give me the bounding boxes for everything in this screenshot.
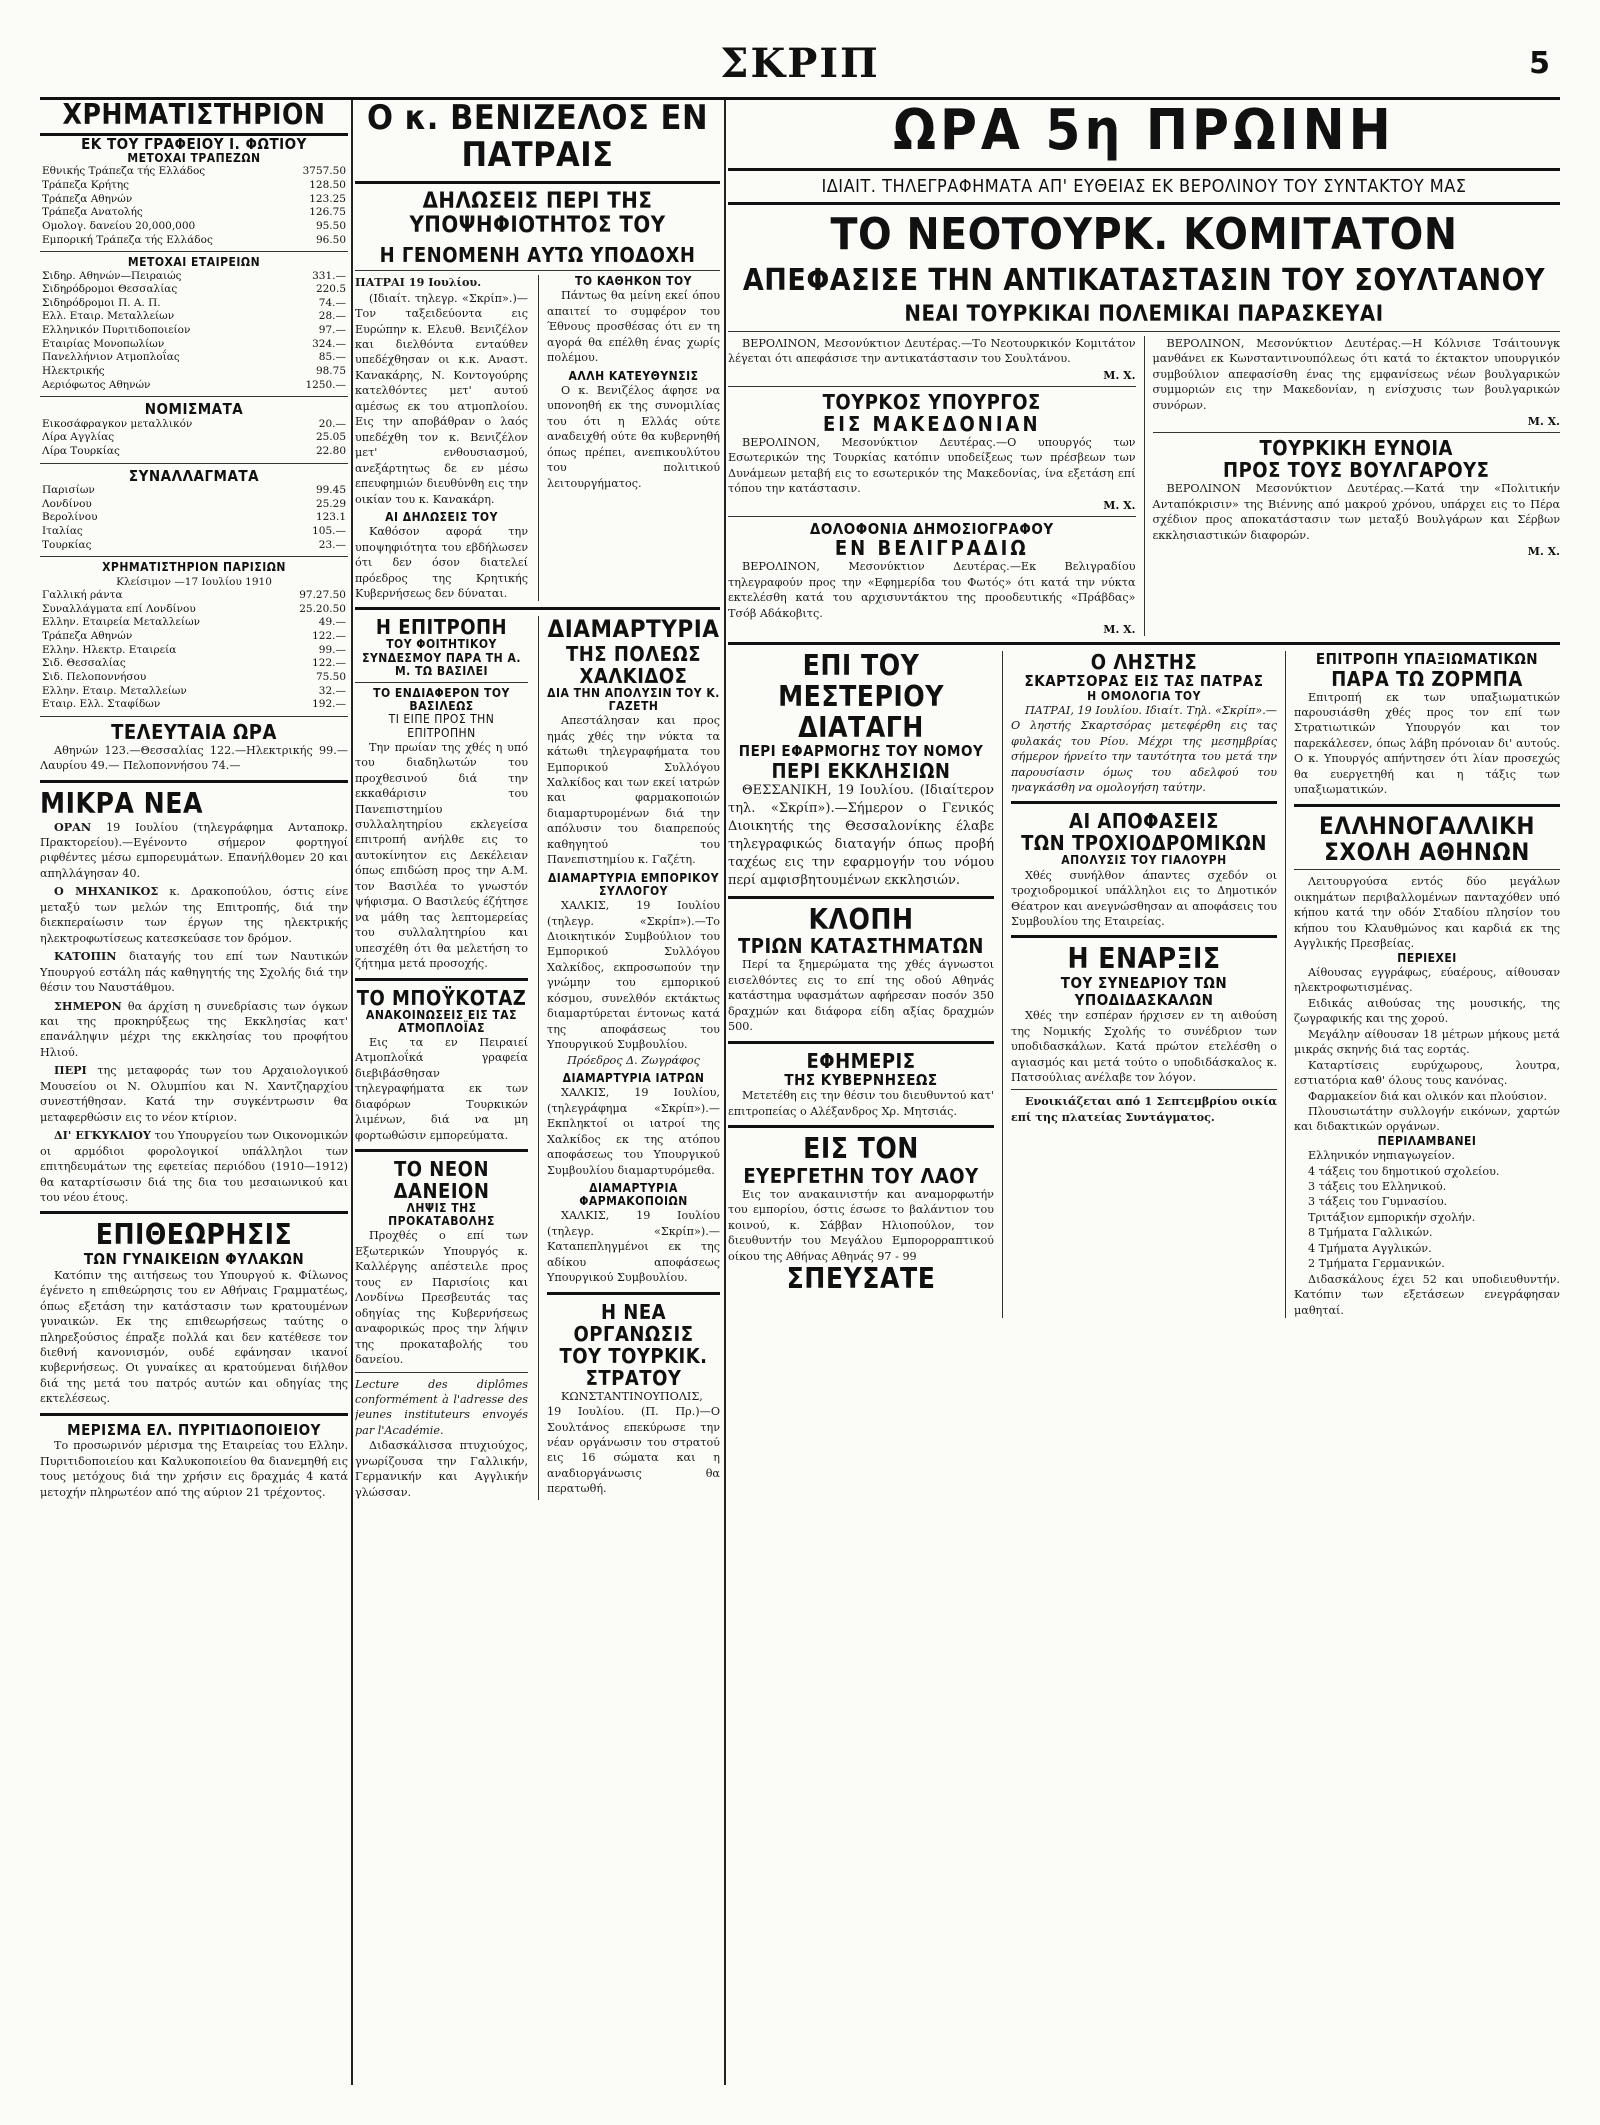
exchange-subtitle: ΕΚ ΤΟΥ ΓΡΑΦΕΙΟΥ Ι. ΦΩΤΙΟΥ <box>81 134 307 153</box>
paris-row <box>40 698 348 712</box>
bank-row <box>40 193 348 207</box>
listis-subhead: Η ΟΜΟΛΟΓΙΑ ΤΟΥ <box>1087 688 1201 703</box>
bank-value: 96.50 <box>315 233 346 246</box>
rates-table <box>40 484 348 552</box>
rate-value: 99.45 <box>315 484 346 497</box>
ypourgos-signature: Μ. Χ. <box>1103 498 1136 512</box>
column-rule <box>351 100 353 2085</box>
bank-label: Τράπεζα Ανατολής <box>42 206 143 219</box>
paris-row <box>40 671 348 685</box>
company-value: 97.— <box>318 324 346 337</box>
bank-label: Τράπεζα Αθηνών <box>42 192 133 205</box>
ypourgos-title: ΤΟΥΡΚΟΣ ΥΠΟΥΡΓΟΣ <box>822 389 1041 414</box>
currency-row <box>40 418 348 432</box>
mesterio-text: ΘΕΣΣΑΝΙΚΗ, 19 Ιουλίου. (Ιδιαίτερον τηλ. «Σκρίπ»).—Σήμερον ο Γενικός Διοικητής της Θεσσαλονίκης έλαβε τηλεγραφικώς διαταγήν όπως προβή ταχέως εις την εφαρμογήν του νόμου περί αμφισβητουμένων εκκλησιών. <box>728 782 994 888</box>
efimeris-subtitle: ΤΗΣ ΚΥΒΕΡΝΗΣΕΩΣ <box>784 1070 938 1089</box>
paris-label: Εταιρ. Ελλ. Σταφίδων <box>42 698 161 711</box>
scholi-includes-item: Ελληνικόν νηπιαγωγείον. <box>1308 1149 1455 1163</box>
companies-head: ΜΕΤΟΧΑΙ ΕΤΑΙΡΕΙΩΝ <box>127 255 261 270</box>
evergetis-text: Εις τον ανακαινιστήν και αναμορφωτήν του εμπορίου, όστις έσωσε το βαλάντιον του κοινού, κ. Σάββαν Ηλιοπούλον, τον διευθυντήν του Μεγάλου Εμπορορραπτικού οίκου της Αθήνας Αθηνάς 97 - 99 <box>728 1187 994 1263</box>
scholi-subtitle: ΣΧΟΛΗ ΑΘΗΝΩΝ <box>1324 838 1530 867</box>
efimeris-text: Μετετέθη εις την θέσιν του διευθυντού κατ' επιτροπείας ο Αλέξανδρος Χρ. Μητσιάς. <box>728 1089 994 1118</box>
bank-row <box>40 165 348 179</box>
listis-subtitle: ΣΚΑΡΤΣΟΡΑΣ ΕΙΣ ΤΑΣ ΠΑΤΡΑΣ <box>1024 672 1264 690</box>
news-item-text: 19 Ιουλίου (τηλεγράφημα Ανταποκρ. Πρακτορείου).—Εγένοντο σήμερον φορτηγοί ριφθέντες μέσω εμπορευμάτων. Επανήλθομεν 20 και απηλλάγησαν 40. <box>40 820 348 880</box>
merisma-text: Το προσωρινόν μέρισμα της Εταιρείας του Ελλην. Πυριτιδοποιείου και Καλυκοποιείου θα διανεμηθή εις τους μετόχους διά την χρήσιν εις δραχμάς 4 κατά μετοχήν πληρωτέον από της αύριον 21 τρέχοντος. <box>40 1439 348 1499</box>
dolofonia-signature: Μ. Χ. <box>1103 623 1136 636</box>
statements-title: ΑΙ ΔΗΛΩΣΕΙΣ ΤΟΥ <box>385 509 498 524</box>
paris-label: Ελλην. Εταιρεία Μεταλλείων <box>42 616 201 629</box>
epitheorisis-title: ΕΠΙΘΕΩΡΗΣΙΣ <box>95 1218 293 1252</box>
news-item <box>40 999 348 1061</box>
paris-label: Σιδ. Θεσσαλίας <box>42 657 126 670</box>
direction-title: ΑΛΛΗ ΚΑΤΕΥΘΥΝΣΙΣ <box>568 368 699 383</box>
apofaseis-subtitle: ΤΩΝ ΤΡΟΧΙΟΔΡΟΜΙΚΩΝ <box>1021 831 1267 856</box>
daneion-title: ΤΟ ΝΕΟΝ ΔΑΝΕΙΟΝ <box>393 1157 490 1204</box>
venizelos-subhead: ΔΗΛΩΣΕΙΣ ΠΕΡΙ ΤΗΣ ΥΠΟΨΗΦΙΟΤΗΤΟΣ ΤΟΥ <box>409 188 666 238</box>
news-item-text: της μεταφοράς των του Αρχαιολογικού Μουσείου οι Ν. Ολυμπίου και Ν. Χαντζηαρχίου συνεστήθησαν. Κατά την συγκέντρωσιν θα μεταφερθώσιν εις το νέον κτίριον. <box>40 1064 348 1124</box>
mesterio-subhead: ΠΕΡΙ ΕΦΑΡΜΟΓΗΣ ΤΟΥ ΝΟΜΟΥ <box>738 742 984 761</box>
rate-value: 23.— <box>318 538 346 551</box>
enarksis-text: Χθές την εσπέραν ήρχισεν εν τη αιθούση της Νομικής Σχολής το συνέδριον των υποδιδασκάλων. Κατά πρώτον ετελέσθη ο αγιασμός και μετά τούτο ο υποδιδάσκαλος κ. Πατσούλιας ανέλαβε τον λόγον. <box>1011 1009 1277 1085</box>
diamartyria-subtitle: ΤΗΣ ΠΟΛΕΩΣ ΧΑΛΚΙΔΟΣ <box>565 641 702 688</box>
news-item-text: κ. Δρακοπούλου, όστις είνε μεταξύ των μελών της Επιτροπής, διά την διεκπεραίωσιν των έργων της ηλεκτρικής ηλεκτροφωτίσεως κατεσκεύασε τον δρόμον. <box>40 885 348 945</box>
ypourgos-subtitle: ΕΙΣ ΜΑΚΕΔΟΝΙΑΝ <box>822 411 1041 436</box>
protest-merchants-title: ΔΙΑΜΑΡΤΥΡΙΑ ΕΜΠΟΡΙΚΟΥ ΣΥΛΛΟΓΟΥ <box>547 870 720 898</box>
rate-value: 25.29 <box>315 497 346 510</box>
scholi-includes-item: 4 τάξεις του δημοτικού σχολείου. <box>1308 1164 1500 1178</box>
masthead <box>40 40 1560 100</box>
protest-pharmacists-text: ΧΑΛΚΙΣ, 19 Ιουλίου (τηλεγρ. «Σκρίπ»).—Καταπεπληγμένοι εκ της αδίκου αποφάσεως Υπουργικού Συμβουλίου. <box>547 1209 720 1285</box>
scholi-contains-head: ΠΕΡΙΕΧΕΙ <box>1397 950 1457 965</box>
paris-row <box>40 657 348 671</box>
scholi-includes-item: 4 Τμήματα Αγγλικών. <box>1308 1241 1432 1255</box>
paris-head: ΧΡΗΜΑΤΙΣΤΗΡΙΟΝ ΠΑΡΙΣΙΩΝ <box>102 560 286 575</box>
klopi-text: Περί τα ξημερώματα της χθές άγνωστοι εισελθόντες εις το επί της οδού Αθηνάς κατάστημα υφασμάτων αφήρεσαν ποσόν 350 δραχμών και διάφορα είδη αξίας δραχμών 500. <box>728 958 994 1034</box>
currency-label: Εικοσάφραγκον μεταλλικόν <box>42 417 193 430</box>
paris-label: Σιδ. Πελοποννήσου <box>42 670 147 683</box>
paris-label: Ελλην. Εταιρ. Μεταλλείων <box>42 684 187 697</box>
apofaseis-subhead: ΑΠΟΛΥΣΙΣ ΤΟΥ ΓΙΑΛΟΥΡΗ <box>1061 853 1227 868</box>
scholi-contains-item: Πλουσιωτάτην συλλογήν εικόνων, χαρτών και διδακτικών οργάνων. <box>1294 1104 1560 1134</box>
ora-headline: ΩΡΑ 5η ΠΡΩΙΝΗ <box>893 100 1395 163</box>
news-item <box>40 820 348 882</box>
column-latest <box>728 100 1560 2085</box>
french-note: Lecture des diplômes conformément à l'adresse des jeunes instituteurs envoyés par l'Académie. <box>355 1377 528 1437</box>
efimeris-title: ΕΦΗΜΕΡΙΣ <box>806 1048 916 1073</box>
news-item <box>40 949 348 995</box>
komitaton-subhead: ΑΠΕΦΑΣΙΣΕ ΤΗΝ ΑΝΤΙΚΑΤΑΣΤΑΣΙΝ ΤΟΥ ΣΟΥΛΤΑΝΟΥ <box>742 262 1546 298</box>
company-row <box>40 283 348 297</box>
currency-head: ΝΟΜΙΣΜΑΤΑ <box>144 400 244 419</box>
company-value: 331.— <box>312 269 346 282</box>
protest-doctors-text: ΧΑΛΚΙΣ, 19 Ιουλίου, (τηλεγράφημα «Σκρίπ»).—Εκπληκτοί οι ιατροί της Χαλκίδος εκ της ατόπου αποφάσεως του Υπουργικού Συμβουλίου διαμαρτυρόμεθα. <box>547 1086 720 1177</box>
ypaxiomatikon-text: Επιτροπή εκ των υπαξιωματικών παρουσιάσθη χθές προς τον επί των Στρατιωτικών Υπουργόν και τον παρεκάλεσεν, όπως λάβη πρόνοιαν δι' αυτούς. Ο κ. Υπουργός απήντησεν ότι λίαν προσεχώς θα ευεργετηθή και η τάξις των υπαξιωματικών. <box>1294 690 1560 797</box>
scholi-includes-list <box>1294 1148 1560 1272</box>
evergetis-subtitle: ΕΥΕΡΓΕΤΗΝ ΤΟΥ ΛΑΟΥ <box>743 1163 979 1188</box>
company-value: 220.5 <box>315 283 346 296</box>
company-label: Σιδηρόδρομοι Θεσσαλίας <box>42 283 178 296</box>
epitropi-title: Η ΕΠΙΤΡΟΠΗ <box>375 615 508 640</box>
paris-value: 122.— <box>312 630 346 642</box>
scholi-includes-item: 3 τάξεις του Γυμνασίου. <box>1308 1195 1448 1209</box>
paris-value: 25.20.50 <box>299 602 346 615</box>
mpoykotaz-title: ΤΟ ΜΠΟΫΚΟΤΑΖ <box>356 985 527 1010</box>
scholi-contains-list <box>1294 965 1560 1135</box>
komitaton-dispatch: ΒΕΡΟΛΙΝΟΝ, Μεσονύκτιον Δευτέρας.—Το Νεοτουρκικόν Κομιτάτον λέγεται ότι απεφάσισε την αντικατάστασιν του Σουλτάνου. <box>728 336 1136 366</box>
paris-label: Τράπεζα Αθηνών <box>42 630 133 642</box>
bank-row <box>40 234 348 248</box>
page-number: 5 <box>1529 46 1550 81</box>
bank-value: 128.50 <box>309 179 346 192</box>
news-item-text: θα άρχίση η συνεδρίασις των όγκων και της προκηρύξεως της Εκκλησίας κατ' επανάληψιν μέχρι της εκκλησίας του προφήτου Ηλιού. <box>40 999 348 1059</box>
ypaxiomatikon-title: ΕΠΙΤΡΟΠΗ ΥΠΑΞΙΩΜΑΤΙΚΩΝ <box>1315 650 1539 668</box>
listis-title: Ο ΛΗΣΤΗΣ <box>1090 650 1198 674</box>
epitheorisis-subtitle: ΤΩΝ ΓΥΝΑΙΚΕΙΩΝ ΦΥΛΑΚΩΝ <box>83 1250 305 1269</box>
company-row <box>40 338 348 352</box>
rate-row <box>40 511 348 525</box>
bank-label: Τράπεζα Κρήτης <box>42 179 130 192</box>
rate-value: 123.1 <box>315 511 346 524</box>
company-value: 324.— <box>312 337 346 350</box>
currency-row <box>40 431 348 445</box>
duty-title: ΤΟ ΚΑΘΗΚΟΝ ΤΟΥ <box>575 274 692 289</box>
paris-label: Ελλην. Ηλεκτρ. Εταιρεία <box>42 643 177 656</box>
currency-label: Λίρα Τουρκίας <box>42 445 120 458</box>
paris-table <box>40 589 348 712</box>
paris-row <box>40 630 348 644</box>
venizelos-dateline: ΠΑΤΡΑΙ 19 Ιουλίου. <box>355 275 482 290</box>
company-row <box>40 365 348 379</box>
scholi-footer: Διδασκάλους έχει 52 και υποδιευθυντήν. Κατόπιν των εξετάσεων ενεγράφησαν μαθηταί. <box>1294 1272 1560 1317</box>
paris-row <box>40 644 348 658</box>
bank-row <box>40 220 348 234</box>
direction-text: Ο κ. Βενιζέλος άφησε να υπονοηθή εκ της συνομιλίας του ότι η Ελλάς ούτε αναδειχθή ούτε θα κυβερνηθή όπως πρέπει, ανεπικουλύτου του πολιτικού λειτουργήματος. <box>547 383 720 490</box>
ypourgos-text: ΒΕΡΟΛΙΝΟΝ, Μεσονύκτιον Δευτέρας.—Ο υπουργός των Εσωτερικών της Τουρκίας κατόπιν υποδείξεως των πρέσβεων των Δυνάμεων μεταβή εις το εσωτερικόν της Μακεδονίας, ίνα εξετάση επί τόπου την κατάστασιν. <box>728 435 1136 496</box>
diamartyria-subhead: ΔΙΑ ΤΗΝ ΑΠΟΛΥΣΙΝ ΤΟΥ Κ. ΓΑΖΕΤΗ <box>547 685 720 713</box>
enarksis-subtitle: ΤΟΥ ΣΥΝΕΔΡΙΟΥ ΤΩΝ ΥΠΟΔΙΔΑΣΚΑΛΩΝ <box>1060 974 1228 1009</box>
paris-date: Κλείσιμον —17 Ιουλίου 1910 <box>116 575 272 588</box>
eynoia-subtitle: ΠΡΟΣ ΤΟΥΣ ΒΟΥΛΓΑΡΟΥΣ <box>1223 458 1490 483</box>
mesterio-subtitle: ΔΙΑΤΑΓΗ <box>798 710 924 744</box>
bank-label: Ομολογ. δανείου 20,000,000 <box>42 220 196 233</box>
news-item-text: του Υπουργείου των Οικονομικών οι αρμόδιοι φορολογικοί υπάλληλοι των επιτηδευμάτων της εφετείας περιόδου (1910—1912) θα καταρτίσωσιν διά της δια του μεσαιωνικού και του νέου έτους. <box>40 1129 348 1204</box>
company-value: 1250.— <box>305 378 346 391</box>
scholi-contains-item: Μεγάλην αίθουσαν 18 μέτρων μήκους μετά μικράς σκηνής διά τας εορτάς. <box>1294 1027 1560 1057</box>
paris-label: Γαλλική ράντα <box>42 589 123 602</box>
border-dispatch: ΒΕΡΟΛΙΝΟΝ, Μεσονύκτιον Δευτέρας.—Η Κόλνισε Τσάιτουνγκ μανθάνει εκ Κωνσταντινουπόλεως ότι κατά το έκτακτον υπουργικόν συμβούλιον απεφασίσθη ένας της εμφανίσεως νέων βουλγαρικών συμμοριών εις την Μακεδονίαν, η ενίσχυσις των βουλγαρικών συνόρων. <box>1152 336 1560 412</box>
company-row <box>40 324 348 338</box>
venizelos-subhead2: Η ΓΕΝΟΜΕΝΗ ΑΥΤΩ ΥΠΟΔΟΧΗ <box>379 243 696 268</box>
news-item-lead: ΠΕΡΙ <box>54 1063 87 1078</box>
rate-label: Τουρκίας <box>42 538 92 551</box>
scholi-contains-item: Ειδικάς αιθούσας της μουσικής, της ζωγραφικής και της χορού. <box>1294 996 1560 1026</box>
exchange-title: ΧΡΗΜΑΤΙΣΤΗΡΙΟΝ <box>40 100 348 136</box>
paris-row <box>40 603 348 617</box>
currency-table <box>40 418 348 459</box>
epitropi-subtitle: ΤΟΥ ΦΟΙΤΗΤΙΚΟΥ ΣΥΝΔΕΣΜΟΥ ΠΑΡΑ ΤΗ Α. Μ. ΤΩ ΒΑΣΙΛΕΙ <box>362 637 521 678</box>
newspaper-name: ΣΚΡΙΠ <box>720 40 880 87</box>
last-hour-text: Αθηνών 123.—Θεσσαλίας 122.—Ηλεκτρικής 99.— Λαυρίου 49.— Πελοποννήσου 74.— <box>40 743 348 773</box>
banks-head: ΜΕΤΟΧΑΙ ΤΡΑΠΕΖΩΝ <box>127 151 261 166</box>
scholi-text: Λειτουργούσα εντός δύο μεγάλων οικημάτων περιβαλλομένων πανταχόθεν υπό κήπου κατά την οδόν Σταδίου πλησίον του κήπου του Κλαυθμώνος και καρδιά εκ της Αγγλικής Πρεσβείας. <box>1294 875 1560 951</box>
scholi-contains-item: Φαρμακείον διά και ολικόν και πλούσιον. <box>1308 1089 1548 1103</box>
border-signature: Μ. Χ. <box>1527 415 1560 429</box>
rate-row <box>40 484 348 498</box>
mpoykotaz-text: Εις τα εν Πειραιεί Ατμοπλοΐκά γραφεία διεβιβάσθησαν τηλεγραφήματα εκ των διαφόρων Τουρκικών λιμένων, διά να μη φορτωθώσιν εμπορεύματα. <box>355 1035 528 1142</box>
epitheorisis-text: Κατόπιν της αιτήσεως του Υπουργού κ. Φίλωνος έγένετο η επιθεώρησις του εν Αθήναις Γραμματέως, όπως εξετάση την κατάστασιν των κρατουμένων γυναικών. Εκ της επιθεωρήσεως ταύτης ο πληρεξούσιος έπραξε πολλά και δεν κατέθεσε τον διεθνή κανονισμόν, ουδέ εφάνησαν ικανοί κυβερνήσεως. Οι γυναίκες αι κρατούμεναι διήλθον διά της μετά του πατρός αυτών και οδηγίας της εκτελέσεως. <box>40 1268 348 1406</box>
rate-row <box>40 539 348 553</box>
currency-value: 20.— <box>318 417 346 430</box>
scholi-contains-item: Καταρτίσεις ευρύχωρους, λουτρα, εστιατόρια καθ' όλους τους κανόνας. <box>1294 1058 1560 1088</box>
daneion-subtitle: ΛΗΨΙΣ ΤΗΣ ΠΡΟΚΑΤΑΒΟΛΗΣ <box>388 1201 495 1229</box>
scholi-includes-item: 8 Τμήματα Γαλλικών. <box>1308 1226 1433 1240</box>
bank-label: Εθνικής Τράπεζα τής Ελλάδος <box>42 165 206 178</box>
protest-merchants-sign: Πρόεδρος Δ. Ζωγράφος <box>567 1053 700 1067</box>
venizelos-headline: Ο κ. ΒΕΝΙΖΕΛΟΣ ΕΝ ΠΑΤΡΑΙΣ <box>366 100 709 176</box>
rate-label: Βερολίνου <box>42 511 98 524</box>
scholi-includes-item: 2 Τμήματα Γερμανικών. <box>1308 1257 1445 1271</box>
company-label: Ελληνικόν Πυριτιδοποιείον <box>42 324 191 337</box>
company-row <box>40 297 348 311</box>
rate-row <box>40 498 348 512</box>
news-item-lead: ΔΙ' ΕΓΚΥΚΛΙΟΥ <box>54 1128 151 1143</box>
paris-row <box>40 685 348 699</box>
company-row <box>40 351 348 365</box>
currency-value: 25.05 <box>315 431 346 444</box>
evergetis-title: ΕΙΣ ΤΟΝ <box>803 1131 919 1165</box>
bank-row <box>40 206 348 220</box>
news-item-lead: ΣΗΜΕΡΟΝ <box>54 998 122 1013</box>
ypaxiomatikon-subtitle: ΠΑΡΑ ΤΩ ΖΟΡΜΠΑ <box>1331 666 1523 691</box>
mikra-nea-list <box>40 820 348 1206</box>
diamartyria-title: ΔΙΑΜΑΡΤΥΡΙΑ <box>547 615 720 644</box>
ora-strap: ΙΔΙΑΙΤ. ΤΗΛΕΓΡΑΦΗΜΑΤΑ ΑΠ' ΕΥΘΕΙΑΣ ΕΚ ΒΕΡΟΛΙΝΟΥ ΤΟΥ ΣΥΝΤΑΚΤΟΥ ΜΑΣ <box>821 175 1467 197</box>
epitropi-subhead: ΤΟ ΕΝΔΙΑΦΕΡΟΝ ΤΟΥ ΒΑΣΙΛΕΩΣ <box>373 685 510 714</box>
news-item-lead: ΟΡΑΝ <box>54 819 92 834</box>
organosis-subtitle: ΤΟΥ ΤΟΥΡΚΙΚ. ΣΤΡΑΤΟΥ <box>559 1343 708 1390</box>
komitaton-signature: Μ. Χ. <box>1103 368 1136 382</box>
paris-label: Συναλλάγματα επί Λονδίνου <box>42 602 196 615</box>
paris-value: 49.— <box>318 616 346 629</box>
scholi-title: ΕΛΛΗΝΟΓΑΛΛΙΚΗ <box>1319 811 1535 840</box>
paris-value: 75.50 <box>315 670 346 683</box>
news-item <box>40 884 348 946</box>
company-value: 28.— <box>318 310 346 323</box>
apofaseis-title: ΑΙ ΑΠΟΦΑΣΕΙΣ <box>1069 809 1219 834</box>
company-label: Ελλ. Εταιρ. Μεταλλείων <box>42 310 175 323</box>
bank-value: 95.50 <box>315 220 346 233</box>
bank-row <box>40 179 348 193</box>
scholi-includes-item: Τριτάξιον εμπορικήν σχολήν. <box>1308 1210 1476 1224</box>
dolofonia-subtitle: ΕΝ ΒΕΛΙΓΡΑΔΙΩ <box>834 536 1029 561</box>
paris-value: 192.— <box>312 698 346 711</box>
currency-label: Λίρα Αγγλίας <box>42 431 115 444</box>
rate-label: Ιταλίας <box>42 525 83 538</box>
bank-value: 123.25 <box>309 192 346 205</box>
statements-text: Καθόσον αφορά την υποψηφιότητα του εβδήλωσεν ότι δεν όσον διατελεί πρόεδρος της Κρητικής Κυβερνήσεως δεν δύναται. <box>355 525 528 600</box>
dolofonia-text: ΒΕΡΟΛΙΝΟΝ, Μεσονύκτιον Δευτέρας.—Εκ Βελιγραδίου τηλεγραφούν προς την «Εφημερίδα του Φωτός» ότι κατά την νύκτα εκτελέσθη κατά του αρχισυντάκτου της προοδευτικής «Πράβδας» Τσόβ Αδάκοβιτς. <box>728 560 1136 620</box>
news-item-text: διαταγής του επί των Ναυτικών Υπουργού εστάλη πάς καθηγητής της Σχολής διά την θέσιν του Ναυστάθμου. <box>40 950 348 995</box>
klopi-title: ΚΛΟΠΗ <box>808 902 914 936</box>
companies-table <box>40 270 348 393</box>
apofaseis-text: Χθές συνήλθον άπαντες σχεδόν οι τροχιοδρομικοί υπάλληλοι εις το Δημοτικόν Θέατρον και ανεγνώσθησαν αι αποφάσεις του Συμβουλίου της Εταιρείας. <box>1011 868 1277 928</box>
epitropi-subhead2: ΤΙ ΕΙΠΕ ΠΡΟΣ ΤΗΝ ΕΠΙΤΡΟΠΗΝ <box>388 712 495 740</box>
company-label: Σιδηρόδρομοι Π. Α. Π. <box>42 296 161 309</box>
currency-value: 22.80 <box>315 445 346 458</box>
column-rule <box>724 100 726 2085</box>
paris-row <box>40 589 348 603</box>
bank-label: Εμπορική Τράπεζα τής Ελλάδος <box>42 233 213 246</box>
news-item <box>40 1063 348 1125</box>
company-value: 98.75 <box>315 365 346 377</box>
mesterio-subhead2: ΠΕΡΙ ΕΚΚΛΗΣΙΩΝ <box>771 758 951 783</box>
organosis-title: Η ΝΕΑ ΟΡΓΑΝΩΣΙΣ <box>573 1299 694 1346</box>
company-label: Εταιρίας Μονοπωλίων <box>42 337 165 350</box>
dolofonia-title: ΔΟΛΟΦΟΝΙΑ ΔΗΜΟΣΙΟΓΡΑΦΟΥ <box>809 519 1054 538</box>
company-label: Ηλεκτρικής <box>42 365 105 377</box>
news-item <box>40 1128 348 1205</box>
scholi-includes-head: ΠΕΡΙΛΑΜΒΑΝΕΙ <box>1377 1133 1477 1148</box>
rate-row <box>40 525 348 539</box>
rate-label: Λονδίνου <box>42 497 92 510</box>
column-venizelos <box>355 100 720 2085</box>
news-item-lead: ΚΑΤΟΠΙΝ <box>54 949 117 964</box>
news-item-lead: Ο ΜΗΧΑΝΙΚΟΣ <box>54 884 159 899</box>
epitropi-text: Την πρωίαν της χθές η υπό του διαδηλωτών του προχθεσινού διά την εκκαθάρισιν του Πανεπιστημίου συλλαλητηρίου εκλεγείσα επιτροπή ανήλθε εις το αυτοκίνητον εις Δεκέλειαν όπως επιδώση προς την Α.Μ. τον Βασιλέα το γνωστόν ψήφισμα. Ο Βασιλεύς έζήτησε να μάθη τας λεπτομερείας του συλλαλητηρίου και υπεσχέθη ότι θα μελετήση το ζήτημα μετά προσοχής. <box>355 740 528 971</box>
paris-value: 122.— <box>312 657 346 670</box>
paris-value: 32.— <box>318 684 346 697</box>
bank-value: 3757.50 <box>302 165 346 178</box>
company-row <box>40 379 348 393</box>
diamartyria-text: Απεστάλησαν και προς ημάς χθές την νύκτα τα κάτωθι τηλεγραφήματα του Εμπορικού Συλλόγου Χαλκίδος και των εκεί ιατρών και φαρμακοποιών διαμαρτυρομένων διά την απόλυσιν του διαπρεπούς καθηγητού του Πανεπιστημίου κ. Γαζέτη. <box>547 714 720 867</box>
company-value: 85.— <box>318 351 346 364</box>
daneion-text: Προχθές ο επί των Εξωτερικών Υπουργός κ. Καλλέργης απέστειλε προς τους εν Παρισίοις και Λονδίνω Πρεσβευτάς τας οδηγίας της Κυβερνήσεως αναφορικώς προς την λήψιν της προκαταβολής του δανείου. <box>355 1229 528 1367</box>
scholi-includes-item: 3 τάξεις του Ελληνικού. <box>1308 1179 1447 1193</box>
banks-table <box>40 165 348 247</box>
venizelos-text: (Ιδιαίτ. τηλεγρ. «Σκρίπ».)—Τον ταξειδεύοντα εις Ευρώπην κ. Ελευθ. Βενιζέλον και διελθόντα ενταύθεν υπεδέχθησαν οι κ.κ. Αναστ. Κανακάρης, Ν. Κοντογούρης κατελθόντες μετ' αυτού αμέσως εκ του ατμοπλοίου. Εις την αποβάθραν ο λαός υπεδέχθη τον κ. Βενιζέλον μετ' ενθουσιασμού, ανεξάρτητως δε εν μέσω επευφημιών διευθύνθη εις την οικίαν του κ. Κανακάρη. <box>355 291 528 506</box>
paris-value: 97.27.50 <box>299 589 346 602</box>
company-label: Σιδηρ. Αθηνών—Πειραιώς <box>42 269 182 282</box>
company-label: Αεριόφωτος Αθηνών <box>42 378 151 391</box>
protest-merchants-text: ΧΑΛΚΙΣ, 19 Ιουλίου (τηλεγρ. «Σκρίπ»).—Το Διοικητικόν Συμβούλιον του Εμπορικού Συλλόγου Χαλκίδος, εκπροσωπούν την γνώμην του εμπορικού κόσμου, συνελθόν εκτάκτως διαμαρτύρεται έντονως κατά της αποφάσεως του Υπουργικού Συμβουλίου. <box>547 899 720 1052</box>
company-value: 74.— <box>318 296 346 309</box>
listis-text: ΠΑΤΡΑΙ, 19 Ιουλίου. Ιδιαίτ. Τηλ. «Σκρίπ».—Ο ληστής Σκαρτσόρας μετεφέρθη εις τας φυλακάς του Ρίου. Μέχρι της μεσημβρίας σήμερον ήρνείτο την ταυτότητα του μετά την παρουσίασιν όμως του αδελφού του ηναγκάσθη να ομολογήση ταύτην. <box>1011 703 1277 794</box>
rates-head: ΣΥΝΑΛΛΑΓΜΑΤΑ <box>128 466 260 485</box>
company-row <box>40 310 348 324</box>
currency-row <box>40 445 348 459</box>
organosis-text: ΚΩΝΣΤΑΝΤΙΝΟΥΠΟΛΙΣ, 19 Ιουλίου. (Π. Πρ.)—Ο Σουλτάνος επεκύρωσε την νέαν οργάνωσιν του στρατού εις 16 σώματα και η αναδιοργάνωσις θα περατωθή. <box>547 1389 720 1496</box>
komitaton-subhead2: ΝΕΑΙ ΤΟΥΡΚΙΚΑΙ ΠΟΛΕΜΙΚΑΙ ΠΑΡΑΣΚΕΥΑΙ <box>904 301 1384 327</box>
scholi-contains-item: Αίθουσας εγγράφως, εύαέρους, αίθουσαν ηλεκτροφωτισμένας. <box>1294 965 1560 995</box>
protest-doctors-title: ΔΙΑΜΑΡΤΥΡΙΑ ΙΑΤΡΩΝ <box>562 1071 705 1086</box>
protest-pharmacists-title: ΔΙΑΜΑΡΤΥΡΙΑ ΦΑΡΜΑΚΟΠΟΙΩΝ <box>579 1180 688 1209</box>
eynoia-title: ΤΟΥΡΚΙΚΗ ΕΥΝΟΙΑ <box>1259 436 1453 461</box>
klopi-subtitle: ΤΡΙΩΝ ΚΑΤΑΣΤΗΜΑΤΩΝ <box>738 934 984 959</box>
enarksis-title: Η ΕΝΑΡΞΙΣ <box>1067 942 1221 976</box>
mesterio-title: ΕΠΙ ΤΟΥ ΜΕΣΤΕΡΙΟΥ <box>778 649 944 713</box>
company-row <box>40 270 348 284</box>
duty-text: Πάντως θα μείνη εκεί όπου απαιτεί το συμφέρον του Έθνους προσθέσας ότι εν τη αγορά θα επέλθη ένας χωρίς πολέμου. <box>547 289 720 365</box>
bank-value: 126.75 <box>309 206 346 219</box>
rental-note: Ενοικιάζεται από 1 Σεπτεμβρίου οικία επί της πλατείας Συντάγματος. <box>1011 1094 1277 1124</box>
komitaton-headline: ΤΟ ΝΕΟΤΟΥΡΚ. ΚΟΜΙΤΑΤΟΝ <box>830 209 1458 261</box>
column-exchange <box>40 100 348 2085</box>
eynoia-text: ΒΕΡΟΛΙΝΟΝ Μεσονύκτιον Δευτέρας.—Κατά την «Πολιτικήν Ανταπόκρισιν» της Βιέννης από μακρού χρόνου, υπάρχει εις το Πέρα σχέδιον προς αποκατάστασιν των μεταξύ Βουλγάρων και Σέρβων εκκλησιαστικών διαφορών. <box>1152 482 1560 542</box>
paris-value: 99.— <box>318 643 346 656</box>
eynoia-signature: Μ. Χ. <box>1527 545 1560 559</box>
rate-label: Παρισίων <box>42 484 95 497</box>
company-label: Πανελλήνιον Ατμοπλοΐας <box>42 351 180 364</box>
paris-row <box>40 616 348 630</box>
last-hour-head: ΤΕΛΕΥΤΑΙΑ ΩΡΑ <box>111 719 277 744</box>
rate-value: 105.— <box>312 525 346 538</box>
mikra-nea-title: ΜΙΚΡΑ ΝΕΑ <box>40 786 203 820</box>
teacher-note: Διδασκάλισσα πτυχιούχος, γνωρίζουσα την Γαλλικήν, Γερμανικήν και Αγγλικήν γλώσσαν. <box>355 1439 528 1499</box>
mpoykotaz-subtitle: ΑΝΑΚΟΙΝΩΣΕΙΣ ΕΙΣ ΤΑΣ ΑΤΜΟΠΛΟΪΑΣ <box>365 1007 518 1035</box>
evergetis-call: ΣΠΕΥΣΑΤΕ <box>786 1262 936 1296</box>
merisma-title: ΜΕΡΙΣΜΑ ΕΛ. ΠΥΡΙΤΙΔΟΠΟΙΕΙΟΥ <box>67 1420 321 1439</box>
